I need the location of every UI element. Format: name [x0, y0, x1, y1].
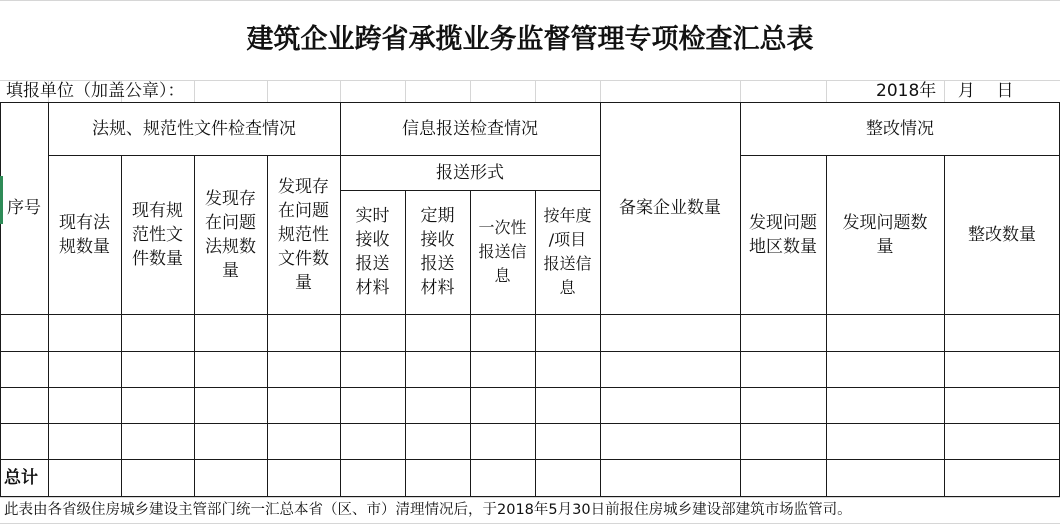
header-filed-companies: 备案企业数量 [619, 198, 721, 218]
header-realtime: 实时 接收 报送 材料 [355, 206, 390, 298]
header-rectify-count: 整改数量 [968, 224, 1036, 245]
header-onetime: 一次性 报送信 息 [478, 218, 527, 285]
header-problem-count: 发现问题数 量 [842, 212, 928, 257]
header-seq: 序号 [7, 198, 41, 218]
header-report-form: 报送形式 [436, 162, 504, 183]
header-info-group: 信息报送检查情况 [402, 118, 538, 139]
report-date: 2018年 月 日 [876, 81, 1014, 101]
header-existing-laws: 现有法 规数量 [59, 212, 110, 257]
filler-unit-label: 填报单位（加盖公章）： [6, 81, 185, 101]
header-rectify-group: 整改情况 [866, 118, 934, 139]
header-existing-norms: 现有规 范性文 件数量 [132, 200, 183, 269]
header-problem-laws: 发现存 在问题 法规数 量 [205, 188, 256, 281]
footnote: 此表由各省级住房城乡建设主管部门统一汇总本省（区、市）清理情况后，于2018年5月30日前报住房城乡建设部建筑市场监管司。 [4, 502, 852, 518]
header-problem-norms: 发现存 在问题 规范性 文件数 量 [278, 176, 329, 293]
header-laws-group: 法规、规范性文件检查情况 [92, 118, 296, 139]
header-problem-regions: 发现问题 地区数量 [749, 212, 817, 257]
header-periodic: 定期 接收 报送 材料 [420, 206, 455, 298]
total-row-label: 总计 [4, 467, 38, 488]
header-annual: 按年度 /项目 报送信 息 [543, 206, 592, 297]
table-title: 建筑企业跨省承揽业务监督管理专项检查汇总表 [246, 24, 814, 55]
